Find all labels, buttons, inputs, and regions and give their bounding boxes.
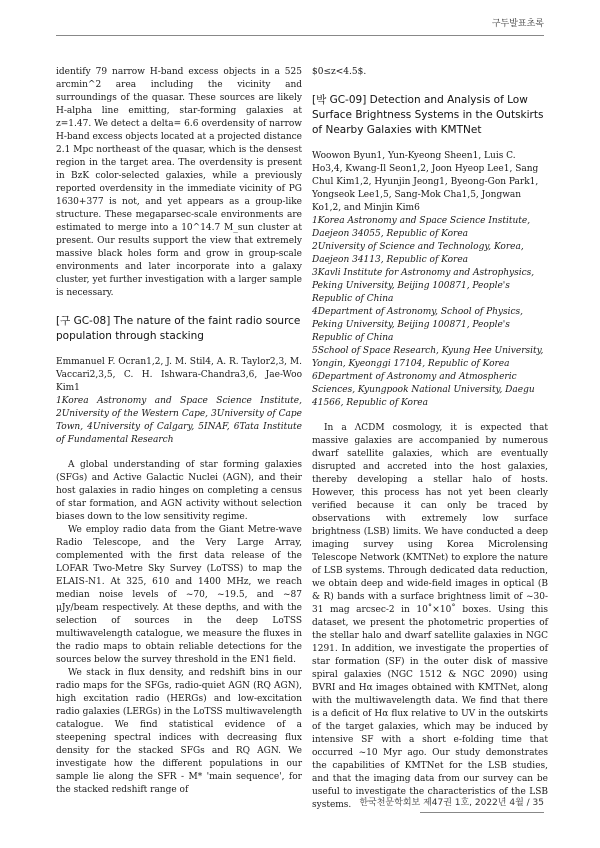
header-rule [56,35,544,36]
abstract-paragraph: A global understanding of star forming galaxies (SFGs) and Active Galactic Nuclei (AGN), and their host galaxies in radio hinges on completing a census of star formation, and AGN activity without selection biases down to the low sensitivity regime. [56,460,302,522]
affiliation: 3Kavli Institute for Astronomy and Astrophysics, Peking University, Beijing 100871, People's Republic of China [312,268,535,304]
affiliation: 2University of Science and Technology, Korea, Daejeon 34113, Republic of Korea [312,242,524,265]
abstract-paragraph: We stack in flux density, and redshift bins in our radio maps for the SFGs, radio-quiet AGN (RQ AGN), high excitation radio (HERGs) and low-excitation radio galaxies (LERGs) in the LoTSS multiwavelength catalogue. We find statistical evidence of a steepening spectral indices with decreasing flux density for the stacked SFGs and RQ AGN. We investigate how the different populations in our sample lie along the SFR - M* 'main sequence', for the stacked redshift range of [56,668,302,795]
abstract-paragraph: In a ΛCDM cosmology, it is expected that massive galaxies are accompanied by numerous dwarf satellite galaxies, which are eventually disrupted and accreted into the host galaxies, thereby developing a stellar halo of hosts. However, this process has not yet been clearly verified because it can only be traced by observations with extremely low surface brightness (LSB) limits. We have conducted a deep imaging survey using Korea Microlensing Telescope Network (KMTNet) to explore the nature of LSB systems. Through dedicated data reduction, we obtain deep and wide-field images in optical (B & R) bands with a surface brightness limit of ~30-31 mag arcsec-2 in 10˚×10˚ boxes. Using this dataset, we present the photometric properties of the stellar halo and dwarf satellite galaxies in NGC 1291. In addition, we investigate the properties of star formation (SF) in the outer disk of massive spiral galaxies (NGC 1512 & NGC 2090) using BVRI and Hα images obtained with KMTNet, along with the multiwavelength data. We find that there is a deficit of Hα flux relative to UV in the outskirts of the target galaxies, which may be induced by intensive SF with a short e-folding time that occurred ~10 Myr ago. Our study demonstrates the capabilities of KMTNet for the LSB studies, and that the imaging data from our survey can be useful to investigate the characteristics of the LSB systems. [312,423,548,810]
abstract-continuation: $0≤z<4.5$. [312,67,367,77]
abstract-paragraph: We employ radio data from the Giant Metre-wave Radio Telescope, and the Very Large Array, complemented with the first data release of the LOFAR Two-Metre Sky Survey (LoTSS) to map the ELAIS-N1. At 325, 610 and 1400 MHz, we reach median noise levels of ~70, ~19.5, and ~87 μJy/beam respectively. At these depths, and with the selection of sources in the deep LoTSS multiwavelength catalogue, we measure the fluxes in the radio maps to obtain reliable detections for the sources below the survey threshold in the EN1 field. [56,525,302,665]
affiliation: 4Department of Astronomy, School of Physics, Peking University, Beijing 100871, People's Republic of China [312,307,524,343]
affiliations-gc08: 1Korea Astronomy and Space Science Institute, 2University of the Western Cape, 3University of Cape Town, 4University of Calgary, 5INAF, 6Tata Institute of Fundamental Research [56,396,302,445]
left-column [56,66,302,797]
section-title-gc09: [박 GC-09] Detection and Analysis of Low Surface Brightness Systems in the Outskirts of Nearby Galaxies with KMTNet [312,94,544,136]
abstract-continuation: identify 79 narrow H-band excess objects in a 525 arcmin^2 area including the vicinity and surroundings of the quasar. These sources are likely H-alpha line emitting, star-forming galaxies at z=1.47. We detect a delta= 6.6 overdensity of narrow H-band excess objects located at a projected distance 2.1 Mpc northeast of the quasar, which is the densest region in the target area. The overdensity is present in BzK color-selected galaxies, while a previously reported overdensity in the immediate vicinity of PG 1630+377 is not, and yet appears as a group-like structure. These megaparsec-scale environments are estimated to merge into a 10^14.7 M_sun cluster at present. Our results support the view that extremely massive black holes form and grow in group-scale environments and later incorporate into a galaxy cluster, yet further investigation with a larger sample is necessary. [56,67,302,298]
affiliation: 1Korea Astronomy and Space Science Institute, Daejeon 34055, Republic of Korea [312,216,531,239]
section-title-gc08: [구 GC-08] The nature of the faint radio source population through stacking [56,315,301,342]
authors-gc09: Woowon Byun1, Yun-Kyeong Sheen1, Luis C. Ho3,4, Kwang-Il Seon1,2, Joon Hyeop Lee1, Sang Chul Kim1,2, Hyunjin Jeong1, Byeong-Gon Park1, Yongseok Lee1,5, Sang-Mok Cha1,5, Jongwan Ko1,2, and Minjin Kim6 [312,151,539,213]
spacer [312,410,548,422]
affiliation: 5School of Space Research, Kyung Hee University, Yongin, Kyeonggi 17104, Republic of Korea [312,346,544,369]
right-column [312,66,548,812]
spacer [56,447,302,459]
authors-gc08: Emmanuel F. Ocran1,2, J. M. Stil4, A. R. Taylor2,3, M. Vaccari2,3,5, C. H. Ishwara-Chandra3,6, Jae-Woo Kim1 [56,357,302,393]
affiliation: 6Department of Astronomy and Atmospheric Sciences, Kyungpook National University, Daegu 41566, Republic of Korea [312,372,535,408]
page-footer: 한국천문학회보 제47권 1호, 2022년 4월 / 35 [359,798,544,808]
header-label: 구두발표초록 [491,19,544,29]
footer-rule [420,812,544,813]
